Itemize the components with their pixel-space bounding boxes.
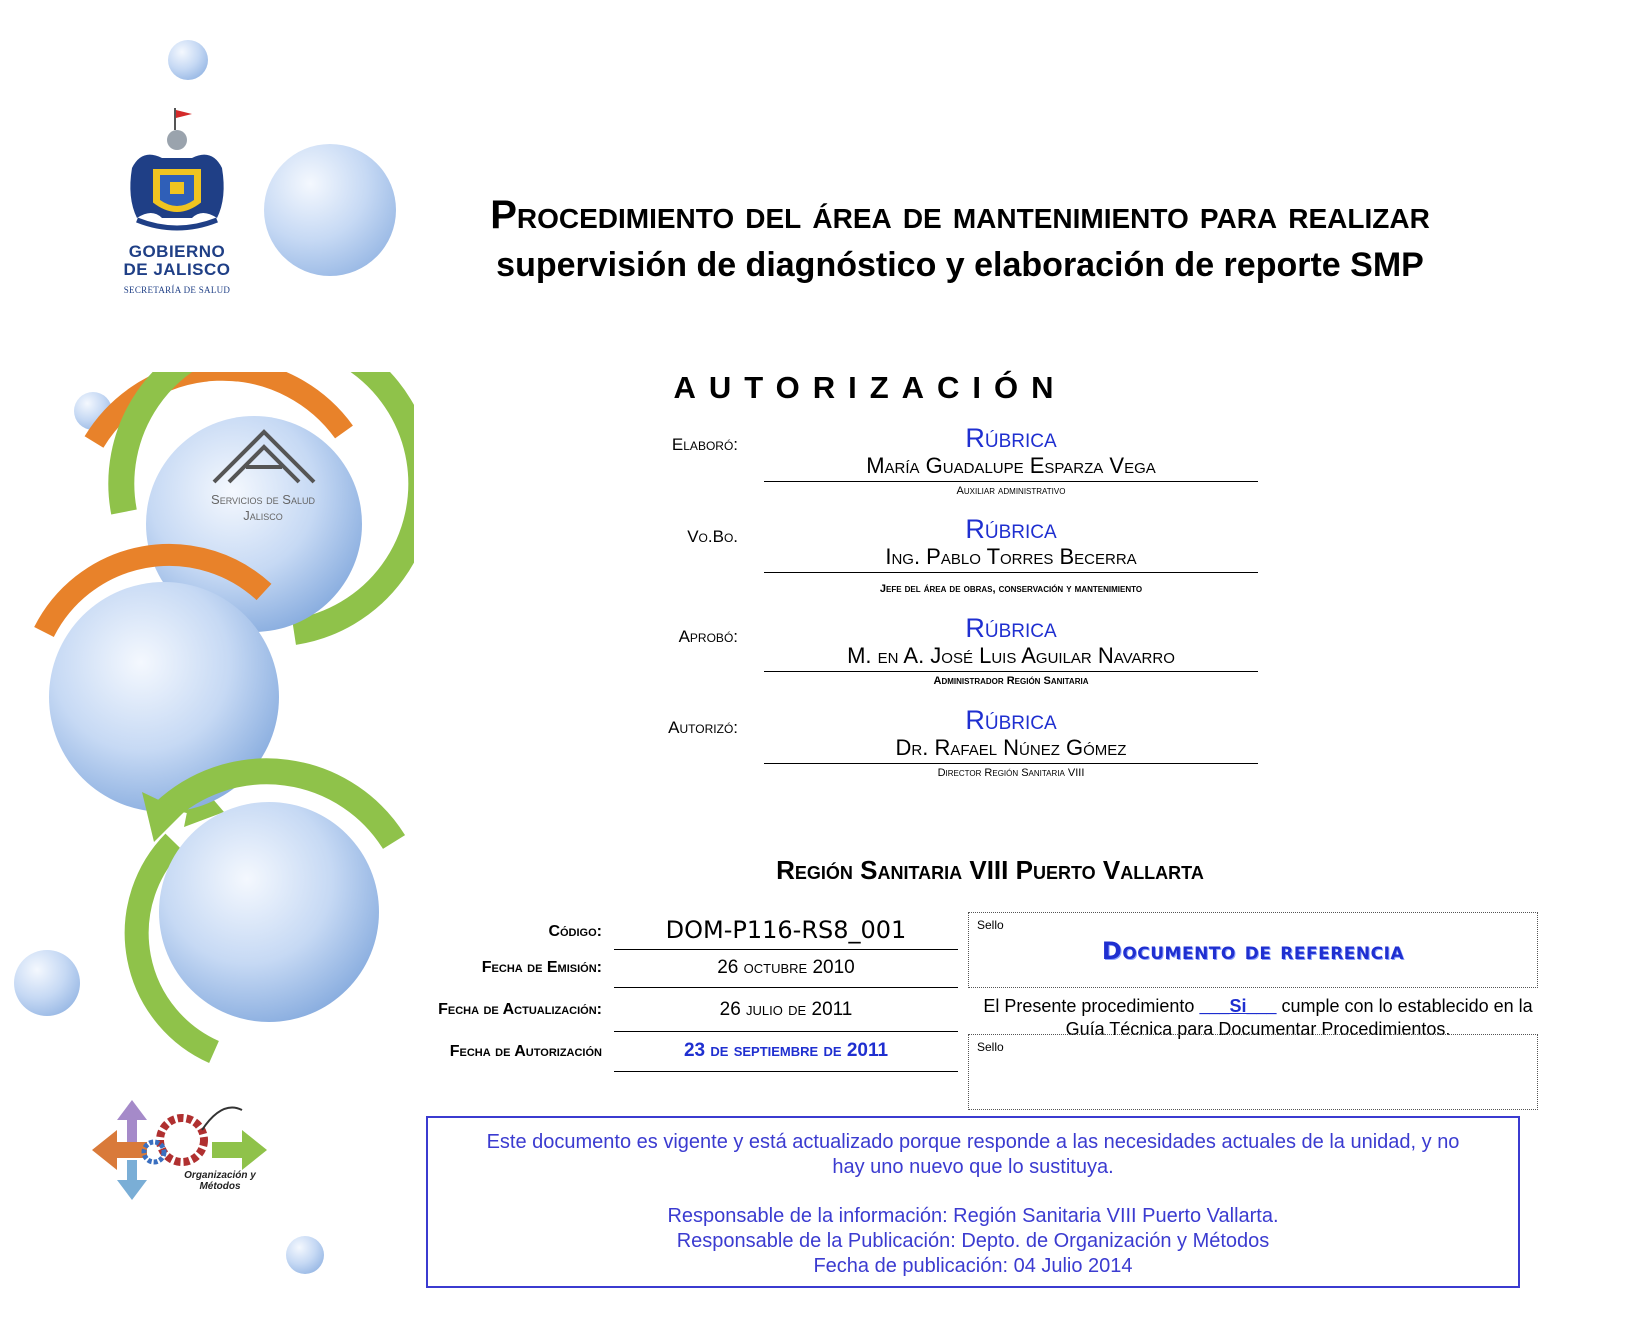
signer-role: Director Región Sanitaria VIII — [937, 767, 1085, 779]
authorization-heading: AUTORIZACIÓN — [673, 370, 1067, 405]
ssj-logo-text — [178, 492, 348, 524]
gobierno-jalisco-logo — [112, 108, 242, 308]
om-logo-line1: Organización y — [184, 1170, 256, 1181]
signer-name: María Guadalupe Esparza Vega — [764, 453, 1258, 482]
empty-stamp-box — [968, 1034, 1538, 1110]
reference-stamp-box — [968, 912, 1538, 988]
gov-logo-sub: SECRETARÍA DE SALUD — [123, 285, 231, 295]
title-line-1: Procedimiento del área de mantenimiento para realizar — [490, 193, 1430, 237]
compliance-post: cumple con lo establecido en la Guía Técnica para Documentar Procedimientos. — [1065, 996, 1533, 1039]
fecha-emision-value: 26 octubre 2010 — [614, 952, 958, 988]
signature-label-elaboro: Elaboró: — [671, 435, 738, 454]
rubrica-text: Rúbrica — [965, 705, 1057, 735]
responsable-informacion: Responsable de la información: Región Sanitaria VIII Puerto Vallarta. — [667, 1205, 1279, 1227]
signer-name: M. en A. José Luis Aguilar Navarro — [764, 643, 1258, 672]
signature-block-vobo — [764, 514, 1258, 595]
decorative-bubble — [264, 144, 396, 276]
signer-name: Ing. Pablo Torres Becerra — [764, 544, 1258, 573]
title-line-2: supervisión de diagnóstico y elaboración de reporte SMP — [496, 246, 1424, 284]
signature-block-elaboro — [764, 423, 1258, 497]
signature-label-aprobo: Aprobó: — [678, 627, 738, 646]
ssj-logo-line2: Jalisco — [243, 508, 283, 523]
rubrica-text: Rúbrica — [965, 423, 1057, 453]
document-title — [380, 190, 1540, 290]
process-cycle-graphic — [14, 372, 414, 1092]
region-title: Región Sanitaria VIII Puerto Vallarta — [776, 855, 1204, 885]
responsable-publicacion: Responsable de la Publicación: Depto. de Organización y Métodos — [676, 1230, 1270, 1252]
gov-logo-line1: GOBIERNO — [128, 242, 226, 261]
validity-notice-box — [426, 1116, 1520, 1288]
fecha-actualizacion-label: Fecha de Actualización: — [438, 1001, 602, 1018]
documento-referencia-stamp: Documento de referencia — [1101, 937, 1405, 965]
signer-role: Auxiliar administrativo — [956, 485, 1066, 497]
signature-label-vobo: Vo.Bo. — [687, 527, 738, 546]
ssj-logo-line1: Servicios de Salud — [211, 492, 315, 507]
compliance-si: ___Si___ — [1199, 996, 1277, 1016]
validity-statement: Este documento es vigente y está actualizado porque responde a las necesidades actuales de la unidad, y no hay uno nuevo que lo sustituya. — [486, 1131, 1460, 1178]
om-logo-text — [170, 1170, 270, 1192]
fecha-actualizacion-value: 26 julio de 2011 — [614, 992, 958, 1032]
rubrica-text: Rúbrica — [965, 613, 1057, 643]
signature-block-aprobo — [764, 613, 1258, 687]
fecha-autorizacion-label: Fecha de Autorización — [449, 1043, 602, 1060]
fecha-autorizacion-value: 23 de septiembre de 2011 — [614, 1034, 958, 1072]
signature-block-autorizo — [764, 705, 1258, 779]
compliance-pre: El Presente procedimiento — [983, 996, 1200, 1016]
codigo-label: Código: — [548, 923, 602, 940]
om-logo-line2: Métodos — [199, 1181, 241, 1192]
decorative-bubble — [168, 40, 208, 80]
codigo-value: DOM-P116-RS8_001 — [614, 912, 958, 950]
decorative-bubble — [286, 1236, 324, 1274]
fecha-publicacion: Fecha de publicación: 04 Julio 2014 — [813, 1255, 1133, 1277]
fecha-emision-label: Fecha de Emisión: — [481, 959, 602, 976]
signer-role: Administrador Región Sanitaria — [933, 675, 1089, 687]
signature-label-autorizo: Autorizó: — [668, 718, 738, 737]
gov-logo-line2: DE JALISCO — [123, 260, 231, 279]
coat-of-arms-icon — [122, 108, 232, 238]
sello-label: Sello — [977, 918, 1004, 932]
signer-name: Dr. Rafael Núnez Gómez — [764, 735, 1258, 764]
rubrica-text: Rúbrica — [965, 514, 1057, 544]
sello-label: Sello — [977, 1040, 1004, 1054]
signer-role: Jefe del área de obras, conservación y mantenimiento — [879, 583, 1143, 595]
